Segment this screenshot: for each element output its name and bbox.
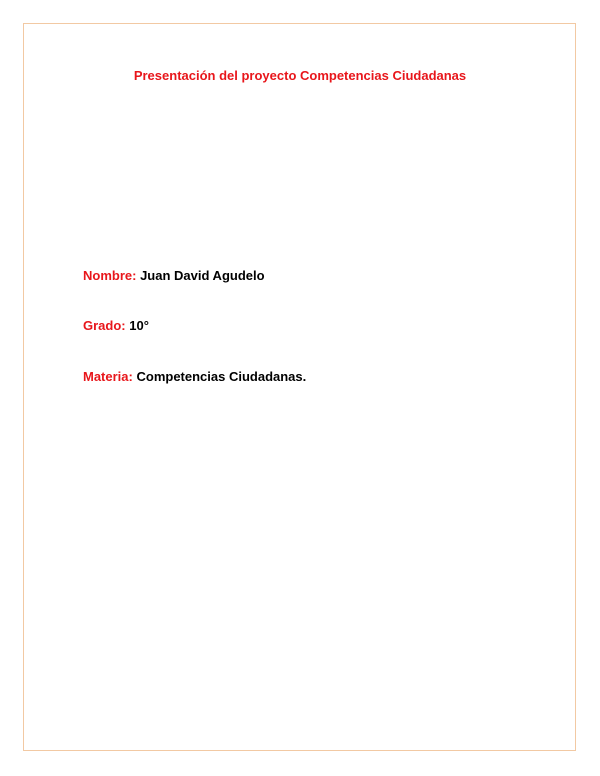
materia-label: Materia: [83,369,133,384]
materia-value: Competencias Ciudadanas. [136,369,307,384]
field-nombre [83,268,265,283]
grado-label: Grado: [83,318,126,333]
nombre-value: Juan David Agudelo [140,268,265,283]
document-title: Presentación del proyecto Competencias Ciudadanas [133,68,467,83]
grado-value: 10° [129,318,149,333]
field-materia [83,369,306,384]
field-grado [83,318,149,333]
page-border [23,23,576,751]
nombre-label: Nombre: [83,268,137,283]
